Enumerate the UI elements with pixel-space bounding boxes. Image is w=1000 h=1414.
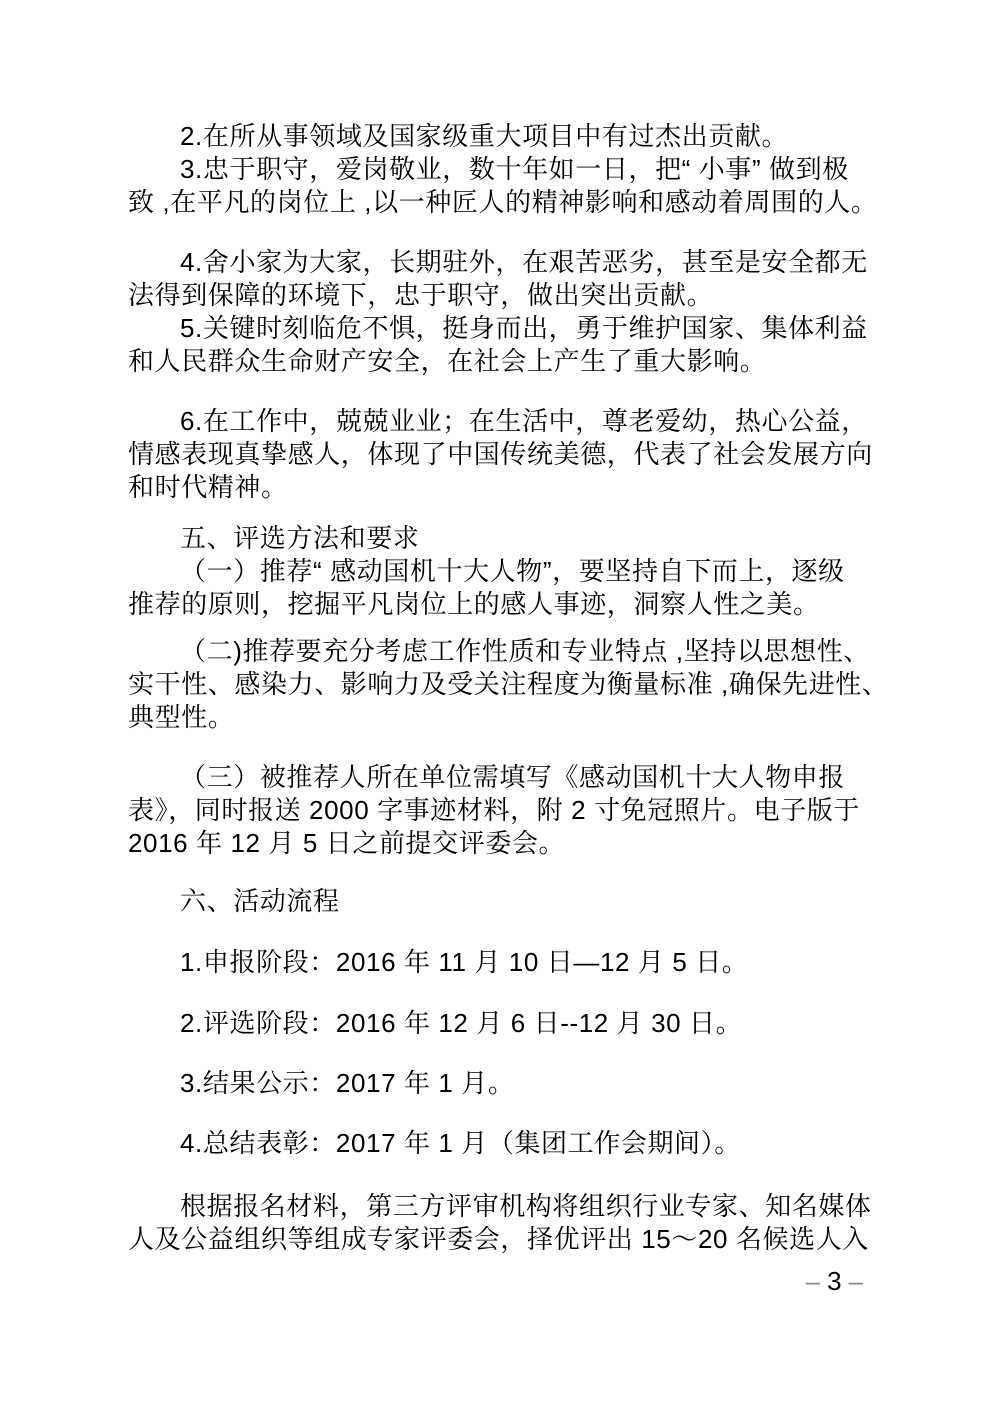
- text-line: 实干性、感染力、影响力及受关注程度为衡量标准 ,确保先进性、: [128, 669, 889, 699]
- text-line: 4.总结表彰：2017 年 1 月（集团工作会期间）。: [180, 1128, 741, 1158]
- text-line: 3.结果公示：2017 年 1 月。: [180, 1068, 515, 1098]
- text-line: 2016 年 12 月 5 日之前提交评委会。: [128, 828, 566, 858]
- footer-dash-right: –: [848, 1266, 864, 1296]
- text-line: 致 ,在平凡的岗位上 ,以一种匠人的精神影响和感动着周围的人。: [128, 187, 878, 217]
- section-heading: 六、活动流程: [180, 886, 340, 916]
- text-line: 人及公益组织等组成专家评委会，择优评出 15～20 名候选人入: [128, 1224, 869, 1254]
- text-line: （二)推荐要充分考虑工作性质和专业特点 ,坚持以思想性、: [180, 636, 870, 666]
- text-line: 根据报名材料，第三方评审机构将组织行业专家、知名媒体: [180, 1191, 872, 1221]
- page-number: 3: [827, 1266, 843, 1296]
- page-footer: [800, 1266, 870, 1296]
- text-line: 推荐的原则，挖掘平凡岗位上的感人事迹，洞察人性之美。: [128, 589, 820, 619]
- text-line: 典型性。: [128, 702, 235, 732]
- text-line: 和时代精神。: [128, 472, 288, 502]
- section-heading: 五、评选方法和要求: [180, 523, 420, 553]
- text-line: 2.在所从事领域及国家级重大项目中有过杰出贡献。: [180, 121, 789, 151]
- text-line: （三）被推荐人所在单位需填写《感动国机十大人物申报: [180, 762, 846, 792]
- text-line: （一）推荐“ 感动国机十大人物”，要坚持自下而上，逐级: [180, 556, 845, 586]
- text-line: 1.申报阶段：2016 年 11 月 10 日—12 月 5 日。: [180, 947, 749, 977]
- text-line: 4.舍小家为大家，长期驻外，在艰苦恶劣，甚至是安全都无: [180, 247, 868, 277]
- footer-dash-left: –: [805, 1266, 822, 1296]
- text-line: 法得到保障的环境下，忠于职守，做出突出贡献。: [128, 280, 714, 310]
- text-line: 5.关键时刻临危不惧，挺身而出，勇于维护国家、集体利益: [180, 313, 868, 343]
- text-line: 6.在工作中，兢兢业业；在生活中，尊老爱幼，热心公益，: [180, 406, 868, 436]
- text-line: 2.评选阶段：2016 年 12 月 6 日--12 月 30 日。: [180, 1008, 743, 1038]
- text-line: 和人民群众生命财产安全，在社会上产生了重大影响。: [128, 346, 767, 376]
- text-line: 情感表现真挚感人，体现了中国传统美德，代表了社会发展方向: [128, 439, 873, 469]
- text-line: 表》，同时报送 2000 字事迹材料，附 2 寸免冠照片。电子版于: [128, 795, 860, 825]
- document-body: [128, 120, 888, 1256]
- text-line: 3.忠于职守，爱岗敬业，数十年如一日，把“ 小事” 做到极: [180, 154, 849, 184]
